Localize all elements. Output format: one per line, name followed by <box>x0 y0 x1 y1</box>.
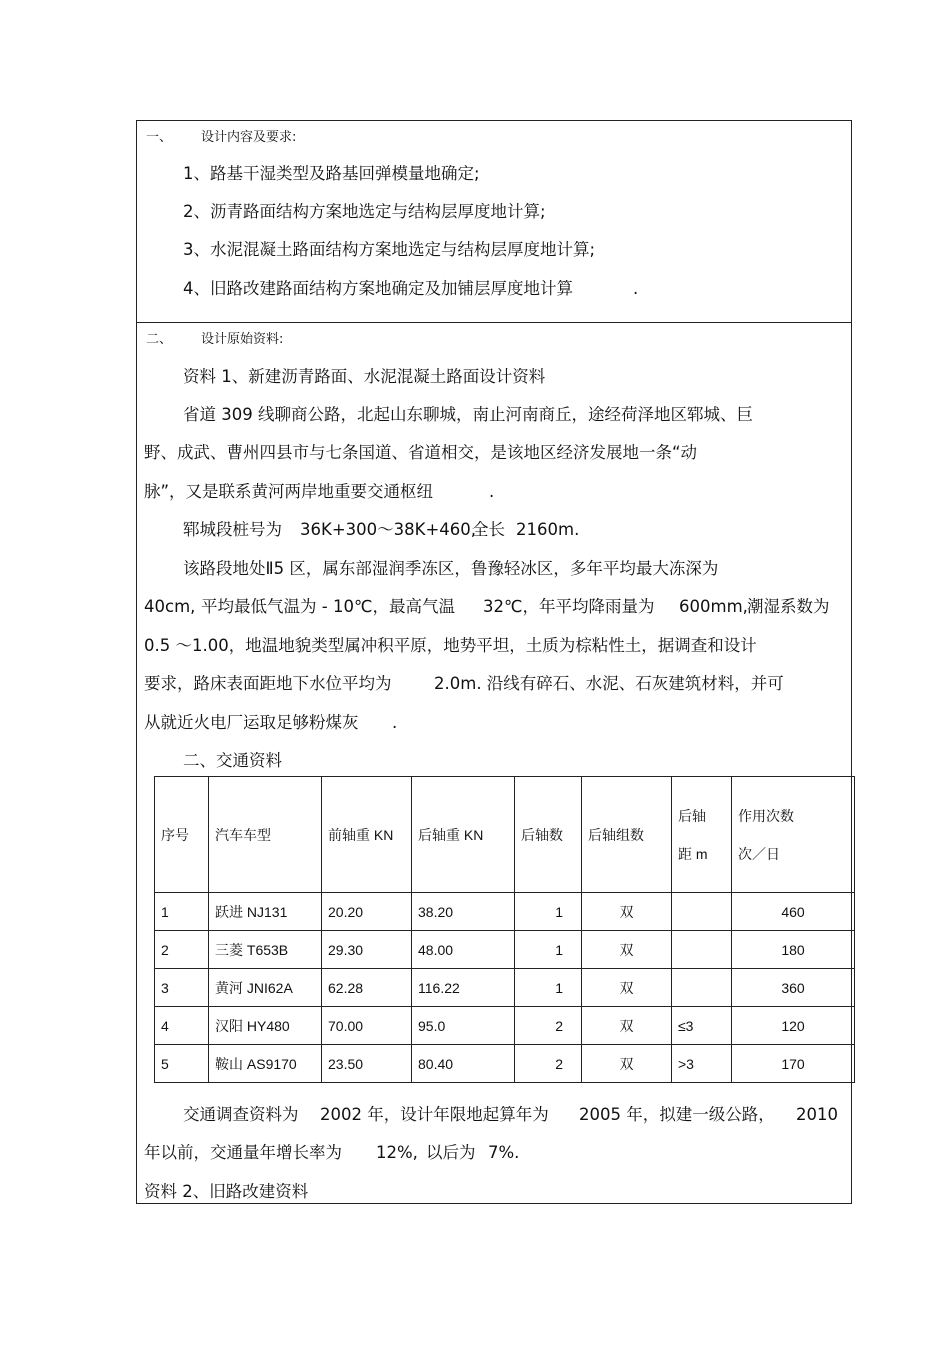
material2-title: 资料 2、旧路改建资料 <box>144 1182 309 1201</box>
cell-front: 29.30 <box>322 931 412 969</box>
para3-line2-a: 40cm, <box>144 597 196 616</box>
cell-rear-group: 双 <box>582 1007 672 1045</box>
requirement-item-2: 2、沥青路面结构方案地选定与结构层厚度地计算; <box>183 202 546 221</box>
cell-model: 黄河 JNI62A <box>209 969 322 1007</box>
table-row <box>155 969 855 1007</box>
section1-number: 一、 <box>146 130 173 145</box>
cell-frequency: 460 <box>732 893 855 931</box>
header-no: 序号 <box>155 777 209 893</box>
para3-line1: 该路段地处Ⅱ5 区，属东部湿润季冻区，鲁豫轻冰区，多年平均最大冻深为 <box>183 559 719 578</box>
para3-period: . <box>392 713 398 732</box>
cell-spacing: >3 <box>672 1045 732 1083</box>
para4-c: 2005 年，拟建一级公路， <box>579 1105 775 1124</box>
para3-line4-a: 要求，路床表面距地下水位平均为 <box>144 674 392 693</box>
para2-d: 2160m. <box>516 520 580 539</box>
cell-rear-group: 双 <box>582 893 672 931</box>
cell-rear-group: 双 <box>582 969 672 1007</box>
cell-rear-count: 2 <box>515 1045 582 1083</box>
para4-h: 7%. <box>488 1143 520 1162</box>
header-front-axle: 前轴重 KN <box>322 777 412 893</box>
cell-front: 70.00 <box>322 1007 412 1045</box>
cell-rear-count: 1 <box>515 969 582 1007</box>
cell-frequency: 170 <box>732 1045 855 1083</box>
cell-front: 23.50 <box>322 1045 412 1083</box>
para3-line2-b: 平均最低气温为 - 10℃，最高气温 <box>201 597 455 616</box>
para4-g: 以后为 <box>426 1143 476 1162</box>
para3-line5: 从就近火电厂运取足够粉煤灰 <box>144 713 359 732</box>
cell-model: 汉阳 HY480 <box>209 1007 322 1045</box>
para1-line1: 省道 309 线聊商公路，北起山东聊城，南止河南商丘，途经荷泽地区郓城、巨 <box>183 405 753 424</box>
header-axle-spacing <box>672 777 732 893</box>
cell-rear: 95.0 <box>412 1007 515 1045</box>
traffic-title: 二、交通资料 <box>183 751 282 770</box>
cell-no: 4 <box>155 1007 209 1045</box>
para1-line2: 野、成武、曹州四县市与七条国道、省道相交，是该地区经济发展地一条“动 <box>144 443 698 462</box>
cell-rear-group: 双 <box>582 931 672 969</box>
section2-heading: 设计原始资料: <box>201 332 284 347</box>
cell-rear: 38.20 <box>412 893 515 931</box>
header-axle-spacing-line2: 距 m <box>678 845 708 862</box>
cell-no: 3 <box>155 969 209 1007</box>
header-rear-group: 后轴组数 <box>582 777 672 893</box>
section1-heading: 设计内容及要求: <box>201 130 297 145</box>
table-row <box>155 1045 855 1083</box>
cell-spacing <box>672 893 732 931</box>
requirement-item-3: 3、水泥混凝土路面结构方案地选定与结构层厚度地计算; <box>183 240 596 259</box>
cell-frequency: 120 <box>732 1007 855 1045</box>
cell-spacing <box>672 969 732 1007</box>
para1-line3: 脉”，又是联系黄河两岸地重要交通枢纽 <box>144 482 434 501</box>
cell-rear: 80.40 <box>412 1045 515 1083</box>
material1-title: 资料 1、新建沥青路面、水泥混凝土路面设计资料 <box>183 367 546 386</box>
para1-period: . <box>489 482 495 501</box>
table-header-row <box>155 777 855 893</box>
cell-front: 62.28 <box>322 969 412 1007</box>
cell-rear-count: 1 <box>515 893 582 931</box>
cell-model: 鞍山 AS9170 <box>209 1045 322 1083</box>
header-rear-axle: 后轴重 KN <box>412 777 515 893</box>
cell-rear-count: 2 <box>515 1007 582 1045</box>
cell-no: 5 <box>155 1045 209 1083</box>
header-frequency-line1: 作用次数 <box>738 807 794 824</box>
cell-rear: 116.22 <box>412 969 515 1007</box>
para4-b: 2002 年，设计年限地起算年为 <box>320 1105 549 1124</box>
para3-line2-e: 潮湿系数为 <box>747 597 830 616</box>
header-rear-count: 后轴数 <box>515 777 582 893</box>
para4-d: 2010 <box>796 1105 838 1124</box>
para2-b: 36K+300～38K+460, <box>300 520 477 539</box>
para3-line3: 0.5 ～1.00，地温地貌类型属冲积平原，地势平坦，土质为棕粘性土，据调查和设计 <box>144 636 757 655</box>
traffic-table <box>154 776 855 1083</box>
section-divider <box>136 322 852 323</box>
cell-rear-group: 双 <box>582 1045 672 1083</box>
header-model: 汽车车型 <box>209 777 322 893</box>
cell-rear-count: 1 <box>515 931 582 969</box>
cell-spacing: ≤3 <box>672 1007 732 1045</box>
cell-frequency: 180 <box>732 931 855 969</box>
header-frequency <box>732 777 855 893</box>
header-frequency-line2: 次／日 <box>738 845 780 862</box>
para2-a: 郓城段桩号为 <box>183 520 282 539</box>
para4-e: 年以前，交通量年增长率为 <box>144 1143 342 1162</box>
table-row <box>155 931 855 969</box>
para3-line4-b: 2.0m. 沿线有碎石、水泥、石灰建筑材料，并可 <box>434 674 784 693</box>
table-row <box>155 893 855 931</box>
table-row <box>155 1007 855 1045</box>
cell-model: 跃进 NJ131 <box>209 893 322 931</box>
cell-frequency: 360 <box>732 969 855 1007</box>
header-axle-spacing-line1: 后轴 <box>678 807 706 824</box>
section2-number: 二、 <box>146 332 173 347</box>
cell-no: 1 <box>155 893 209 931</box>
para3-line2-c: 32℃，年平均降雨量为 <box>483 597 655 616</box>
para4-a: 交通调查资料为 <box>183 1105 299 1124</box>
cell-no: 2 <box>155 931 209 969</box>
para2-c: 全长 <box>472 520 505 539</box>
cell-front: 20.20 <box>322 893 412 931</box>
cell-model: 三菱 T653B <box>209 931 322 969</box>
requirement-item-1: 1、路基干湿类型及路基回弹模量地确定; <box>183 164 480 183</box>
cell-rear: 48.00 <box>412 931 515 969</box>
cell-spacing <box>672 931 732 969</box>
requirement-item-4: 4、旧路改建路面结构方案地确定及加铺层厚度地计算 <box>183 279 573 298</box>
para4-f: 12%, <box>376 1143 418 1162</box>
requirement-item-4-period: . <box>633 279 639 298</box>
para3-line2-d: 600mm, <box>679 597 748 616</box>
